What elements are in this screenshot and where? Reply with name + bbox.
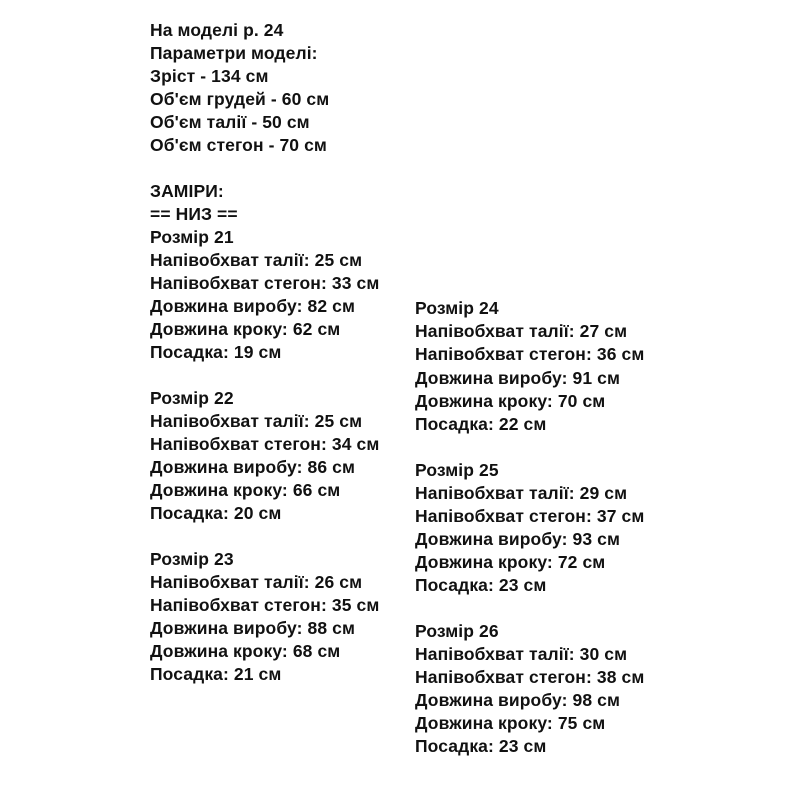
size-hips: Напівобхват стегон: 37 см xyxy=(415,506,645,526)
model-waist: Об'єм талії - 50 см xyxy=(150,112,310,132)
size-rise: Посадка: 19 см xyxy=(150,342,282,362)
size-length: Довжина виробу: 82 см xyxy=(150,296,355,316)
section-bottom-title: == НИЗ == xyxy=(150,204,238,224)
measurements-title: ЗАМІРИ: xyxy=(150,181,224,201)
model-chest: Об'єм грудей - 60 см xyxy=(150,89,330,109)
size-hips: Напівобхват стегон: 34 см xyxy=(150,434,380,454)
size-inseam: Довжина кроку: 70 см xyxy=(415,391,606,411)
size-length: Довжина виробу: 93 см xyxy=(415,529,620,549)
size-hips: Напівобхват стегон: 38 см xyxy=(415,667,645,687)
model-height: Зріст - 134 см xyxy=(150,66,269,86)
size-name: Розмір 23 xyxy=(150,549,234,569)
size-hips: Напівобхват стегон: 36 см xyxy=(415,344,645,364)
size-rise: Посадка: 21 см xyxy=(150,664,282,684)
model-hips: Об'єм стегон - 70 см xyxy=(150,135,327,155)
size-length: Довжина виробу: 86 см xyxy=(150,457,355,477)
size-inseam: Довжина кроку: 75 см xyxy=(415,713,606,733)
size-name: Розмір 26 xyxy=(415,621,499,641)
size-waist: Напівобхват талії: 25 см xyxy=(150,250,363,270)
size-rise: Посадка: 23 см xyxy=(415,575,547,595)
size-waist: Напівобхват талії: 30 см xyxy=(415,644,628,664)
size-rise: Посадка: 20 см xyxy=(150,503,282,523)
size-inseam: Довжина кроку: 62 см xyxy=(150,319,341,339)
size-waist: Напівобхват талії: 25 см xyxy=(150,411,363,431)
size-on-model: На моделі р. 24 xyxy=(150,20,284,40)
size-name: Розмір 25 xyxy=(415,460,499,480)
size-name: Розмір 24 xyxy=(415,298,499,318)
size-length: Довжина виробу: 88 см xyxy=(150,618,355,638)
size-name: Розмір 22 xyxy=(150,388,234,408)
size-inseam: Довжина кроку: 66 см xyxy=(150,480,341,500)
size-inseam: Довжина кроку: 72 см xyxy=(415,552,606,572)
size-length: Довжина виробу: 98 см xyxy=(415,690,620,710)
size-waist: Напівобхват талії: 26 см xyxy=(150,572,363,592)
size-rise: Посадка: 22 см xyxy=(415,414,547,434)
size-inseam: Довжина кроку: 68 см xyxy=(150,641,341,661)
size-waist: Напівобхват талії: 27 см xyxy=(415,321,628,341)
size-hips: Напівобхват стегон: 33 см xyxy=(150,273,380,293)
size-hips: Напівобхват стегон: 35 см xyxy=(150,595,380,615)
model-params-title: Параметри моделі: xyxy=(150,43,318,63)
size-length: Довжина виробу: 91 см xyxy=(415,368,620,388)
size-rise: Посадка: 23 см xyxy=(415,736,547,756)
size-name: Розмір 21 xyxy=(150,227,234,247)
size-waist: Напівобхват талії: 29 см xyxy=(415,483,628,503)
